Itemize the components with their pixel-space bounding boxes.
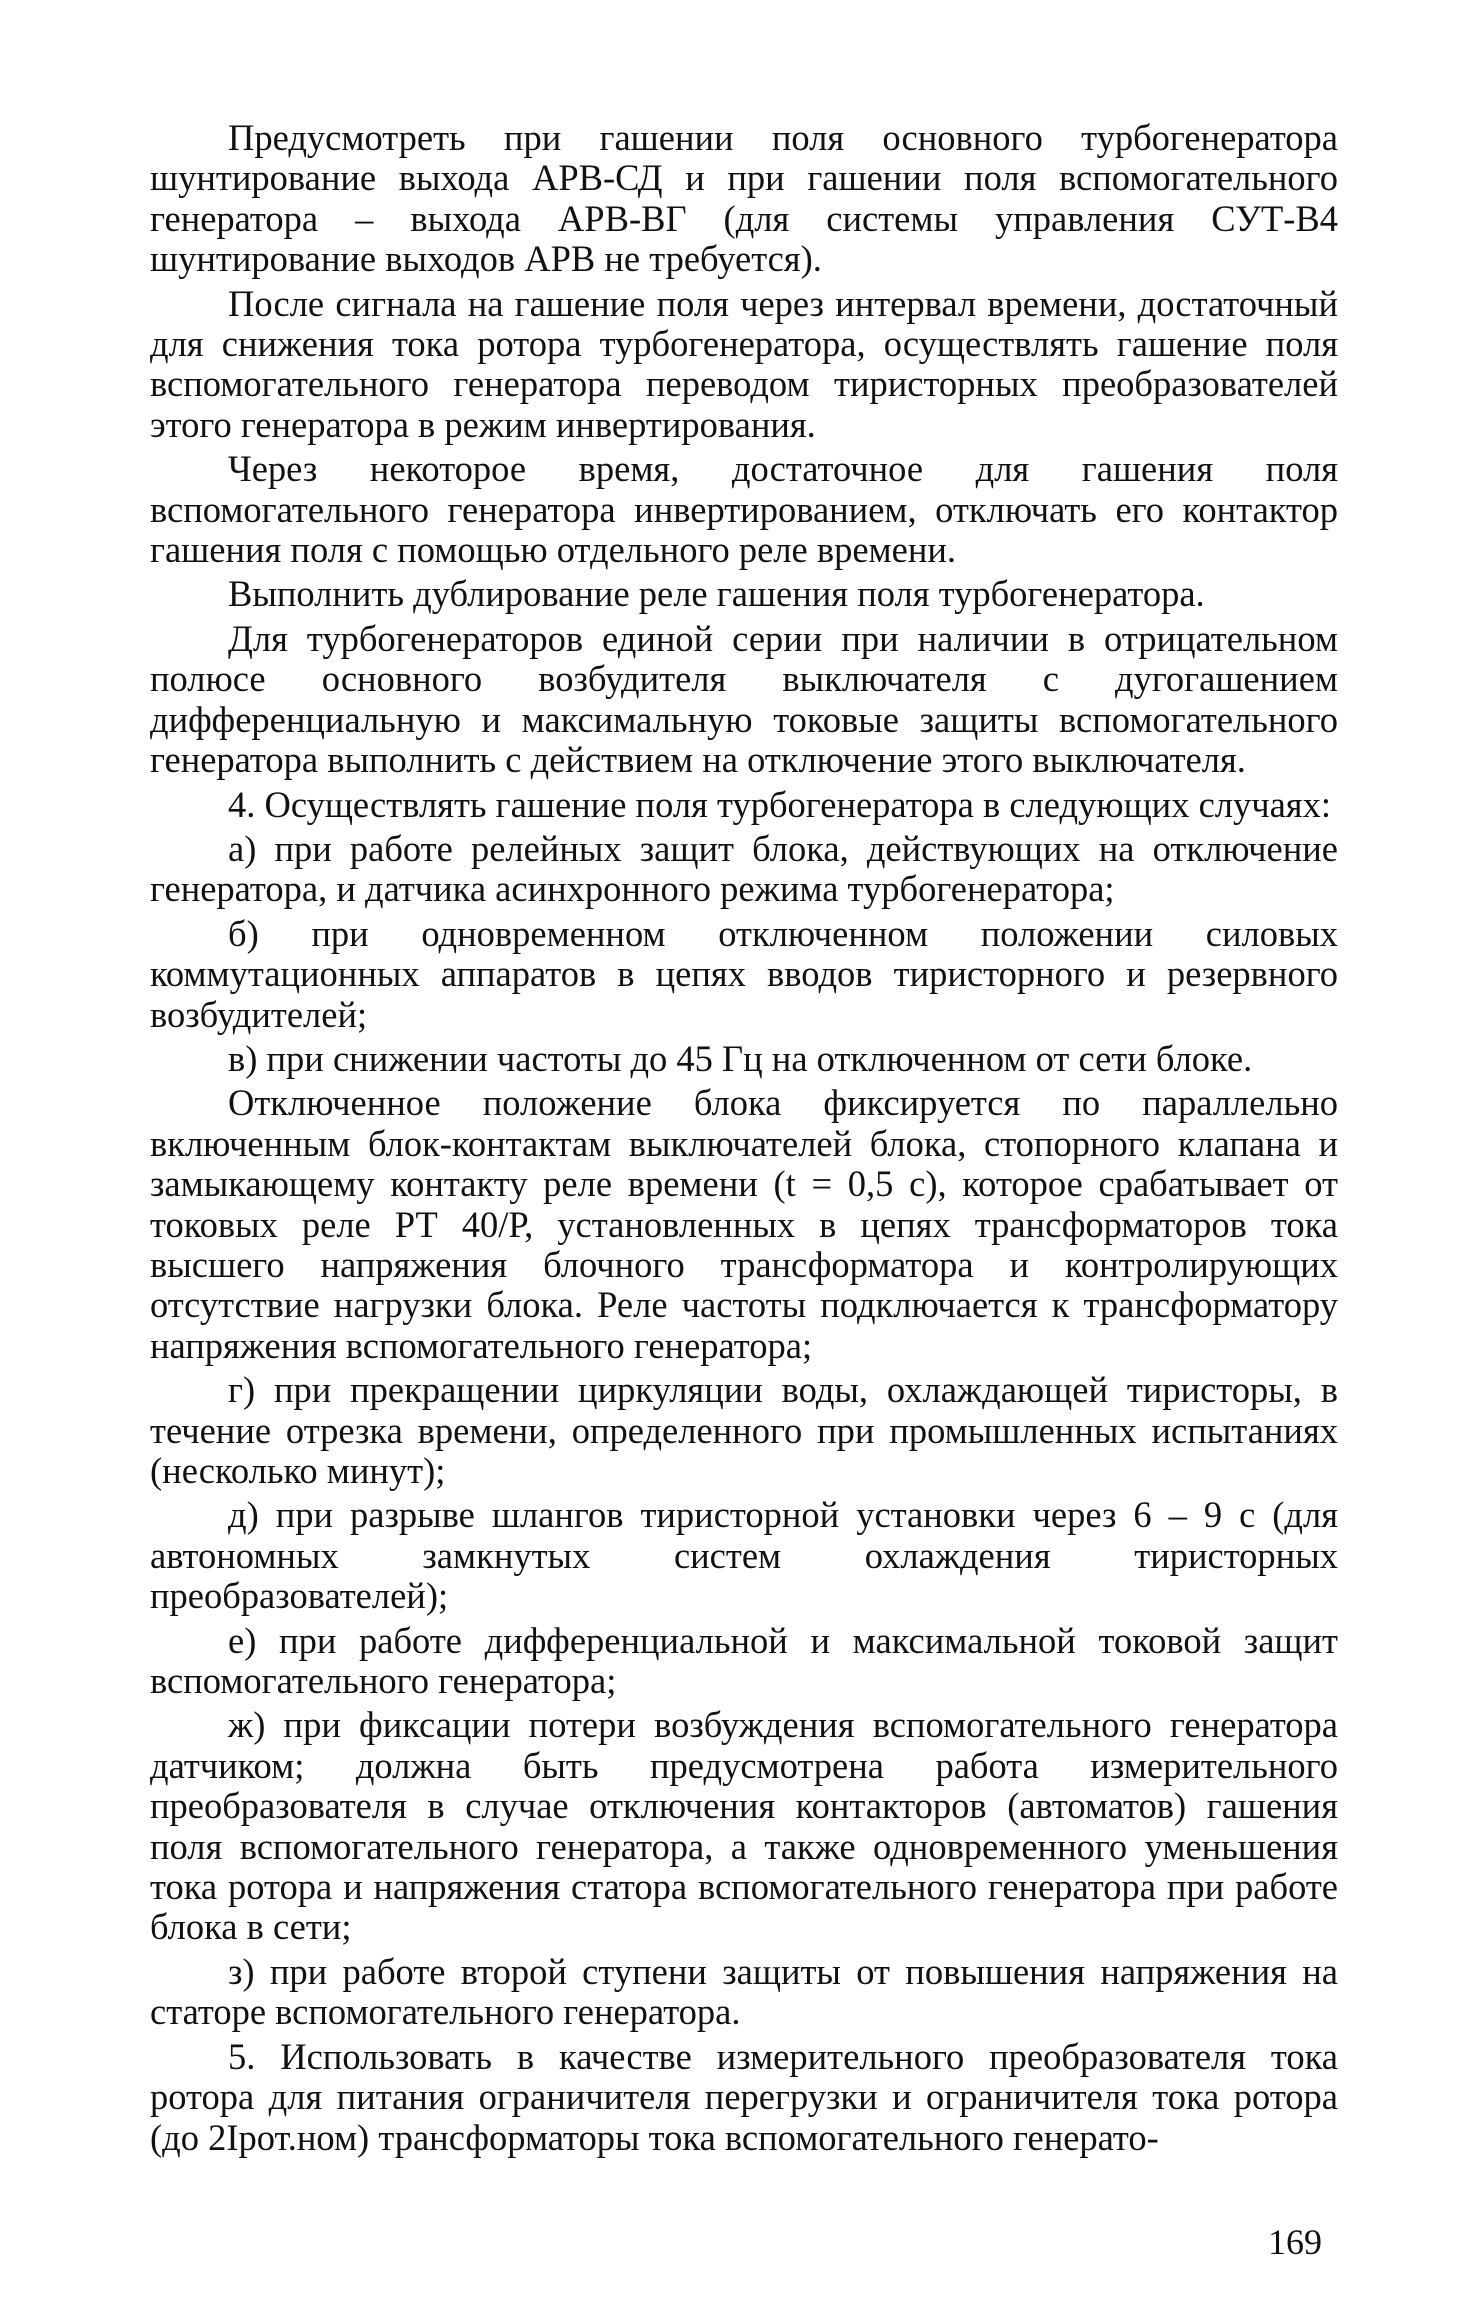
paragraph: 5. Использовать в качестве измерительного преобразователя тока ротора для питания ограничителя перегрузки и ограничителя тока ротора (до 2Iрот.ном) трансформаторы тока вспомогательного генерато- xyxy=(150,2035,1338,2158)
paragraph: После сигнала на гашение поля через интервал времени, достаточный для снижения тока ротора турбогенератора, осуществлять гашение поля вспомогательного генератора переводом тиристорных преобразователей этого генератора в режим инвертирования. xyxy=(150,282,1338,445)
paragraph: е) при работе дифференциальной и максимальной токовой защит вспомогательного генератора; xyxy=(150,1619,1338,1702)
paragraph: Через некоторое время, достаточное для гашения поля вспомогательного генератора инвертированием, отключать его контактор гашения поля с помощью отдельного реле времени. xyxy=(150,448,1338,571)
paragraph: ж) при фиксации потери возбуждения вспомогательного генератора датчиком; должна быть предусмотрена работа измерительного преобразователя в случае отключения контакторов (автоматов) гашения поля вспомогательного генератора, а также одновременного уменьшения тока ротора и напряжения статора вспомогательного генератора при работе блока в сети; xyxy=(150,1704,1338,1948)
paragraph: г) при прекращении циркуляции воды, охлаждающей тиристоры, в течение отрезка времени, определенного при промышленных испытаниях (несколько минут); xyxy=(150,1369,1338,1491)
paragraph: Выполнить дублирование реле гашения поля турбогенератора. xyxy=(228,573,1205,615)
paragraph: в) при снижении частоты до 45 Гц на отключенном от сети блоке. xyxy=(228,1037,1253,1079)
paragraph: д) при разрыве шлангов тиристорной установки через 6 – 9 с (для автономных замкнутых систем охлаждения тиристорных преобразователей); xyxy=(150,1494,1338,1617)
paragraph: Предусмотреть при гашении поля основного турбогенератора шунтирование выхода АРВ-СД и при гашении поля вспомогательного генератора – выхода АРВ-ВГ (для системы управления СУТ-В4 шунтирование выходов АРВ не требуется). xyxy=(150,117,1338,280)
page-number: 169 xyxy=(1268,2222,1322,2262)
paragraph: а) при работе релейных защит блока, действующих на отключение генератора, и датчика асинхронного режима турбогенератора; xyxy=(150,827,1338,910)
paragraph: 4. Осуществлять гашение поля турбогенератора в следующих случаях: xyxy=(228,783,1331,825)
paragraph: б) при одновременном отключенном положении силовых коммутационных аппаратов в цепях вводов тиристорного и резервного возбудителей; xyxy=(150,912,1338,1035)
paragraph: з) при работе второй ступени защиты от повышения напряжения на статоре вспомогательного генератора. xyxy=(150,1950,1338,2033)
paragraph: Отключенное положение блока фиксируется по параллельно включенным блок-контактам выключателей блока, стопорного клапана и замыкающему контакту реле времени (t = 0,5 с), которое срабатывает от токовых реле РТ 40/Р, установленных в цепях трансформаторов тока высшего напряжения блочного трансформатора и контролирующих отсутствие нагрузки блока. Реле частоты подключается к трансформатору напряжения вспомогательного генератора; xyxy=(150,1082,1338,1366)
paragraph: Для турбогенераторов единой серии при наличии в отрицательном полюсе основного возбудителя выключателя с дугогашением дифференциальную и максимальную токовые защиты вспомогательного генератора выполнить с действием на отключение этого выключателя. xyxy=(150,617,1338,781)
body-text xyxy=(150,118,1338,2162)
